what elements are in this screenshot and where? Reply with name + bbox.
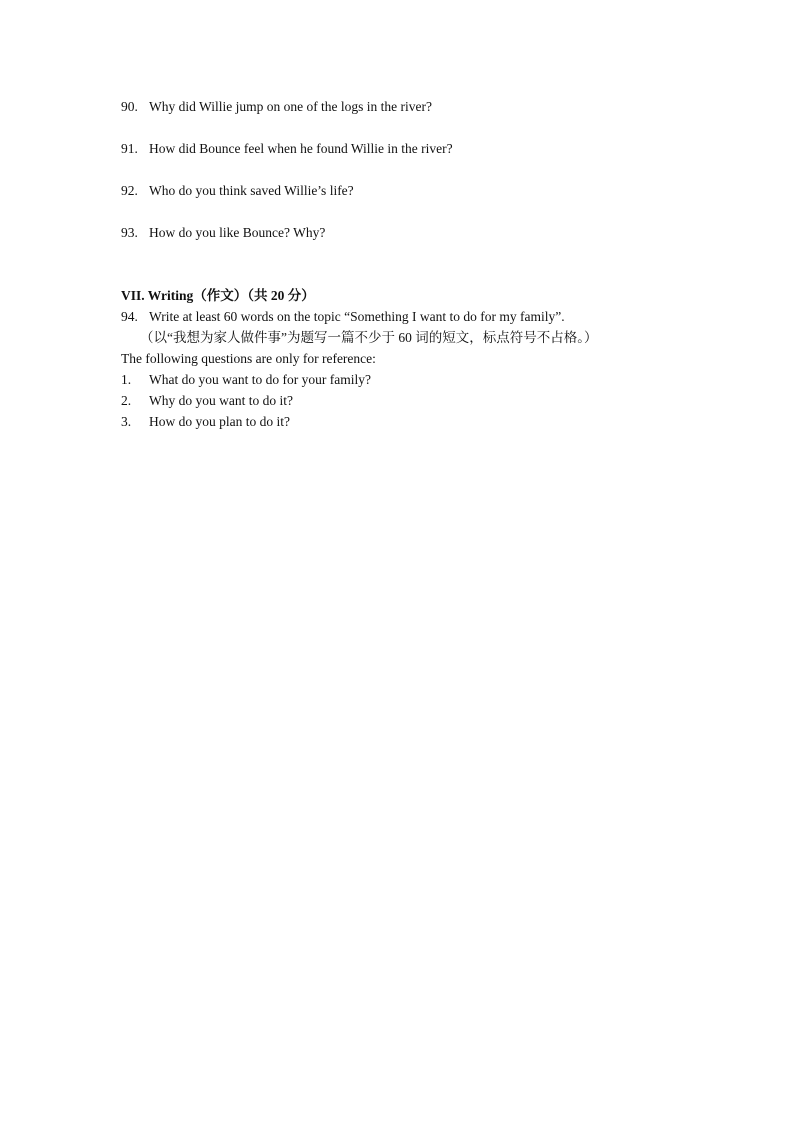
question-text: Why did Willie jump on one of the logs in the river?	[149, 99, 433, 114]
reference-number: 3.	[121, 414, 132, 429]
question-90	[121, 99, 432, 115]
reference-text: How do you plan to do it?	[149, 414, 290, 429]
writing-heading: VII. Writing（作文）（共 20 分）	[121, 288, 315, 303]
reference-intro: The following questions are only for reference:	[121, 351, 376, 366]
question-text: How do you like Bounce? Why?	[149, 225, 326, 240]
question-92	[121, 183, 354, 199]
question-number: 92.	[121, 183, 138, 198]
reference-number: 1.	[121, 372, 132, 387]
reference-text: Why do you want to do it?	[149, 393, 293, 408]
reference-question-3	[121, 414, 290, 430]
question-number: 90.	[121, 99, 138, 114]
question-text: Who do you think saved Willie’s life?	[149, 183, 354, 198]
question-93	[121, 225, 325, 241]
task-text: Write at least 60 words on the topic “Something I want to do for my family”.	[149, 309, 565, 324]
writing-task-note: （以“我想为家人做件事”为题写一篇不少于 60 词的短文，标点符号不占格。）	[140, 330, 598, 345]
question-number: 91.	[121, 141, 138, 156]
question-text: How did Bounce feel when he found Willie in the river?	[149, 141, 453, 156]
reference-question-2	[121, 393, 293, 409]
task-number: 94.	[121, 309, 138, 324]
question-91	[121, 141, 453, 157]
reference-number: 2.	[121, 393, 132, 408]
question-number: 93.	[121, 225, 138, 240]
reference-text: What do you want to do for your family?	[149, 372, 371, 387]
reference-question-1	[121, 372, 371, 388]
writing-task	[121, 309, 565, 325]
